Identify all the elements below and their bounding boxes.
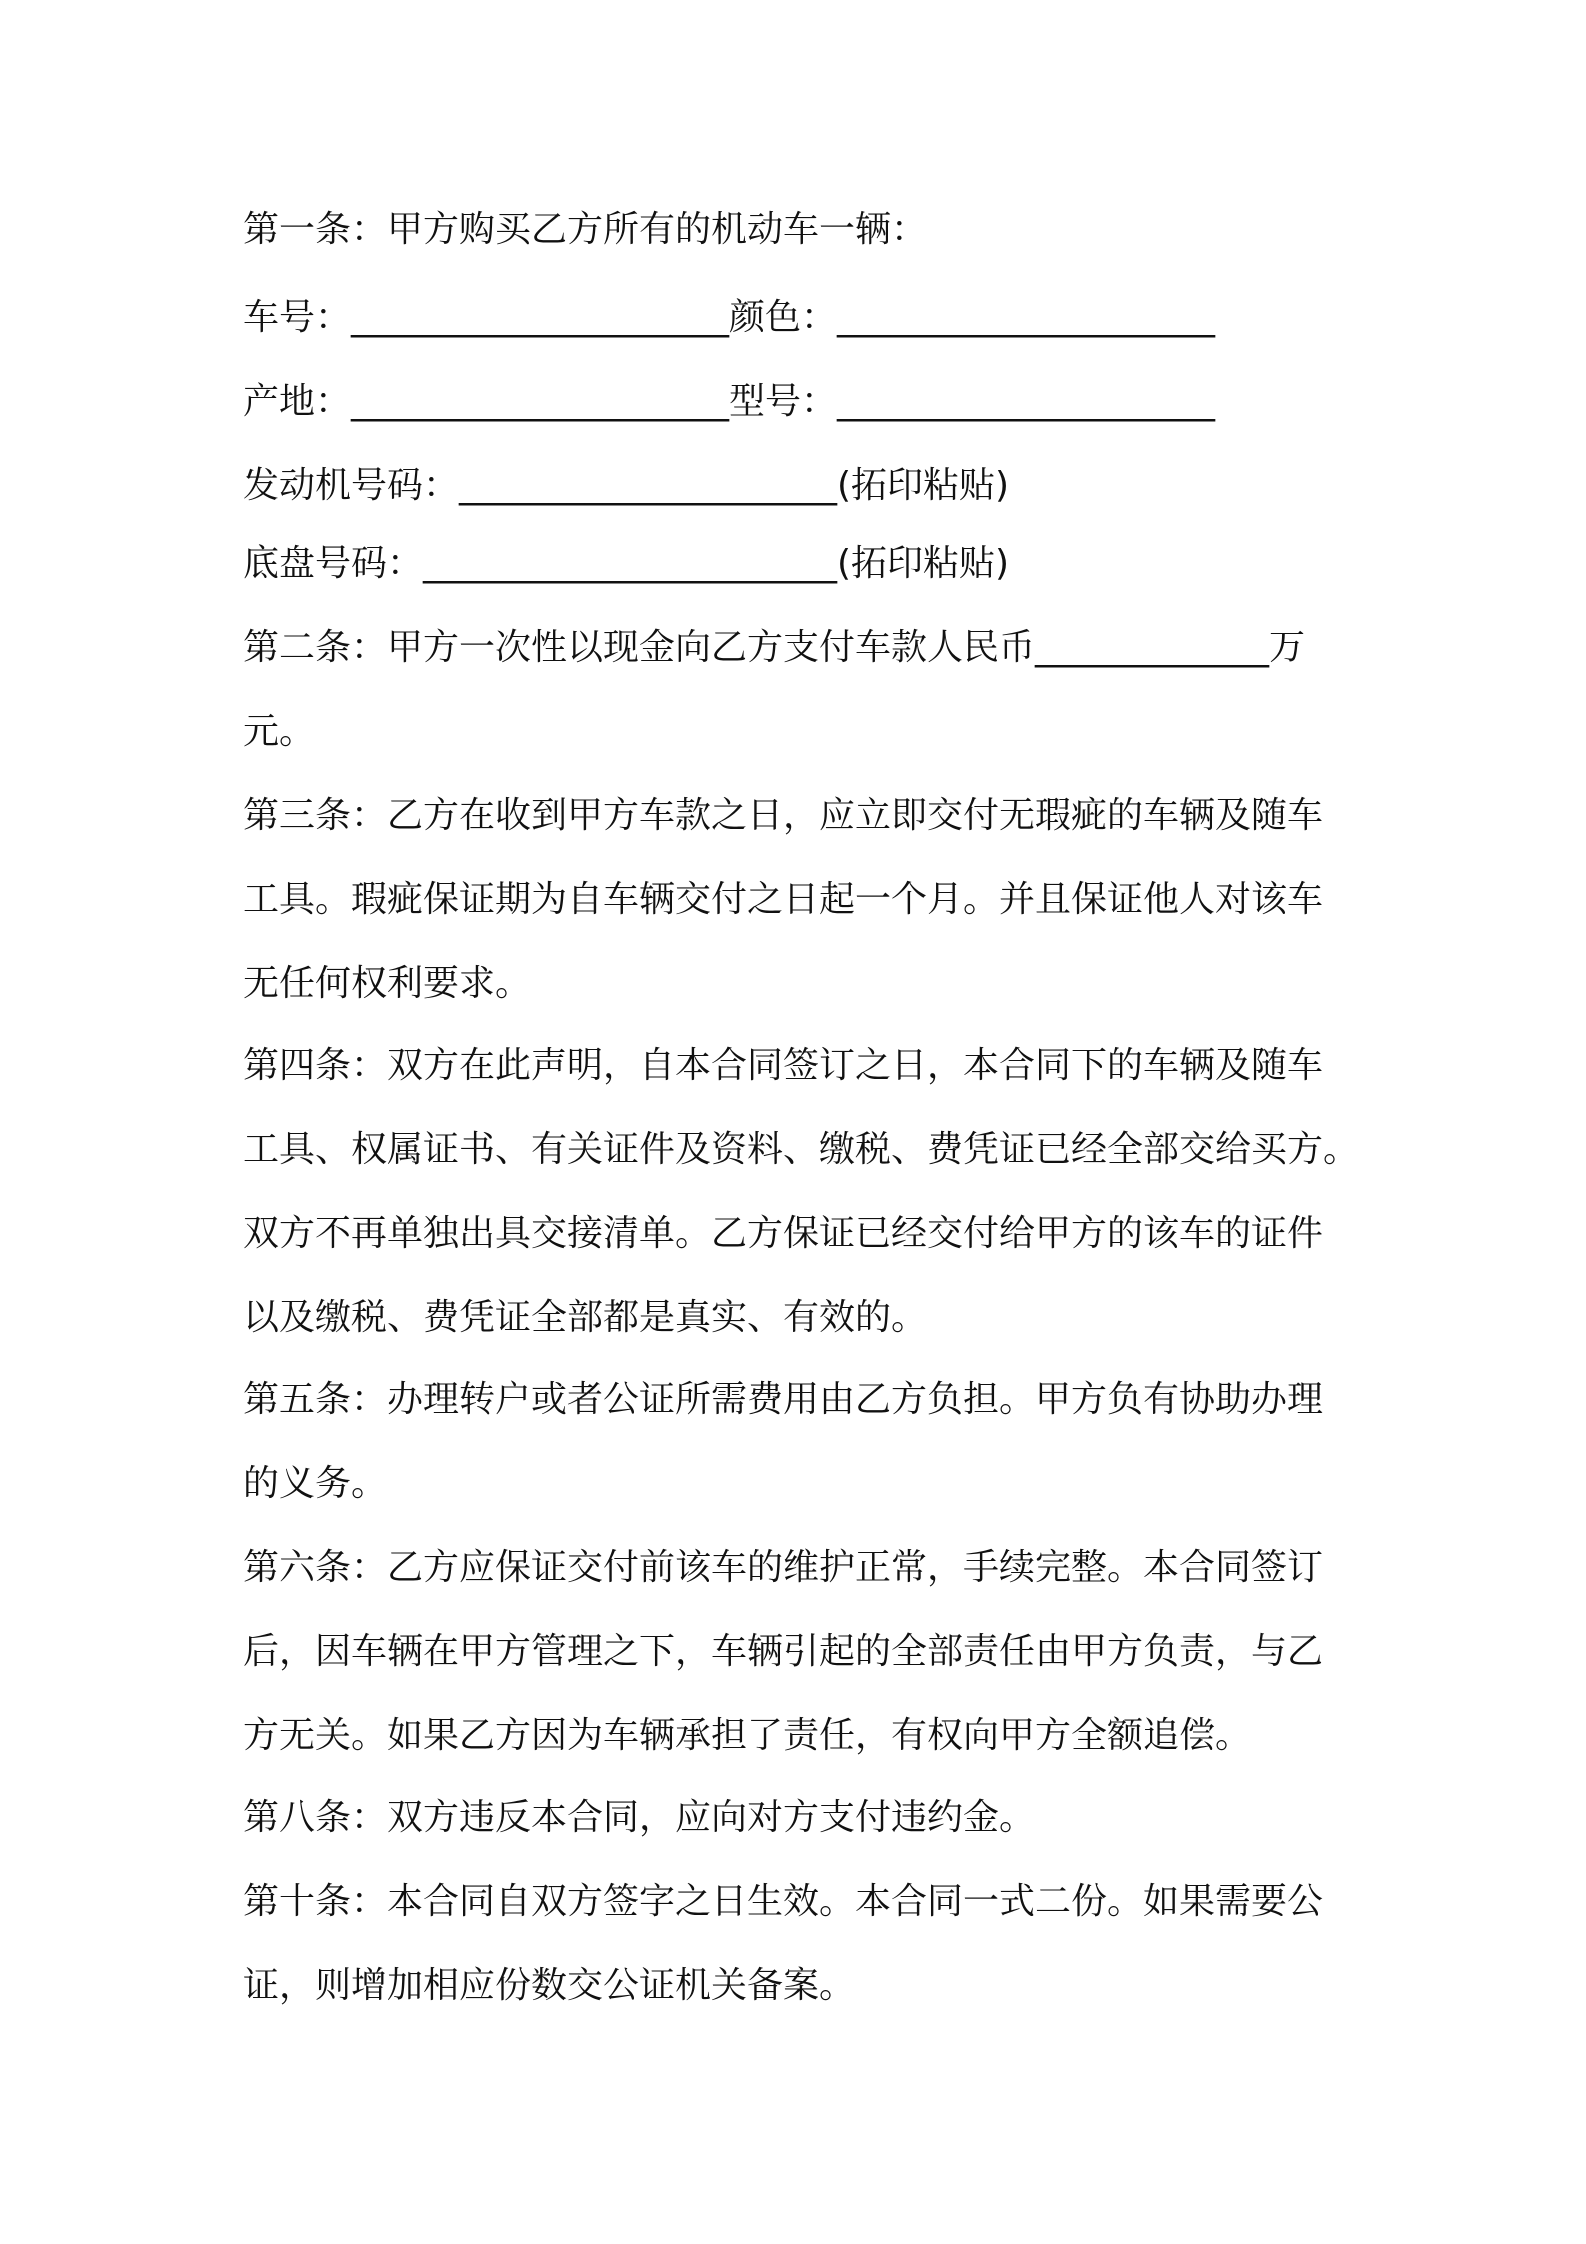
field-row-car-number-color [243, 276, 1215, 360]
chassis-number-label: 底盘号码： [243, 543, 424, 584]
article-6 [243, 1526, 1353, 1778]
article-6-line: 后，因车辆在甲方管理之下，车辆引起的全部责任由甲方负责，与乙 [243, 1631, 1324, 1672]
article-4-line: 以及缴税、费凭证全部都是真实、有效的。 [243, 1297, 928, 1338]
article-6-line: 第六条：乙方应保证交付前该车的维护正常，手续完整。本合同签订 [243, 1547, 1324, 1588]
color-blank: _____________________ [837, 297, 1216, 338]
engine-number-blank: _____________________ [459, 465, 838, 506]
origin-blank: _____________________ [351, 381, 730, 422]
model-label: 型号： [729, 381, 838, 422]
chassis-number-suffix: (拓印粘贴) [837, 543, 1010, 584]
article-4 [243, 1024, 1360, 1360]
article-1-heading-text: 第一条：甲方购买乙方所有的机动车一辆： [243, 209, 928, 250]
article-2 [243, 606, 1353, 774]
article-5 [243, 1358, 1353, 1526]
article-10-line: 第十条：本合同自双方签字之日生效。本合同一式二份。如果需要公 [243, 1881, 1324, 1922]
article-2-line: 元。 [243, 711, 316, 752]
article-8 [243, 1776, 1353, 1860]
model-blank: _____________________ [837, 381, 1216, 422]
color-label: 颜色： [729, 297, 838, 338]
article-4-line: 工具、权属证书、有关证件及资料、缴税、费凭证已经全部交给买方。 [243, 1129, 1360, 1170]
article-6-line: 方无关。如果乙方因为车辆承担了责任，有权向甲方全额追偿。 [243, 1715, 1252, 1756]
field-row-chassis-number [243, 522, 1009, 606]
article-3 [243, 774, 1353, 1026]
article-3-line: 第三条：乙方在收到甲方车款之日，应立即交付无瑕疵的车辆及随车 [243, 795, 1324, 836]
car-number-label: 车号： [243, 297, 352, 338]
article-10-line: 证，则增加相应份数交公证机关备案。 [243, 1965, 856, 2006]
engine-number-suffix: (拓印粘贴) [837, 465, 1010, 506]
article-8-line: 第八条：双方违反本合同，应向对方支付违约金。 [243, 1797, 1036, 1838]
field-row-origin-model [243, 360, 1215, 444]
article-2-line: 第二条：甲方一次性以现金向乙方支付车款人民币_____________万 [243, 627, 1306, 668]
article-1-heading [243, 188, 927, 272]
article-5-line: 的义务。 [243, 1463, 388, 1504]
car-number-blank: _____________________ [351, 297, 730, 338]
chassis-number-blank: _______________________ [423, 543, 838, 584]
engine-number-label: 发动机号码： [243, 465, 460, 506]
article-4-line: 双方不再单独出具交接清单。乙方保证已经交付给甲方的该车的证件 [243, 1213, 1324, 1254]
article-4-line: 第四条：双方在此声明，自本合同签订之日，本合同下的车辆及随车 [243, 1045, 1324, 1086]
article-5-line: 第五条：办理转户或者公证所需费用由乙方负担。甲方负有协助办理 [243, 1379, 1324, 1420]
origin-label: 产地： [243, 381, 352, 422]
article-3-line: 工具。瑕疵保证期为自车辆交付之日起一个月。并且保证他人对该车 [243, 879, 1324, 920]
article-10 [243, 1860, 1353, 2028]
article-3-line: 无任何权利要求。 [243, 963, 532, 1004]
field-row-engine-number [243, 444, 1009, 528]
